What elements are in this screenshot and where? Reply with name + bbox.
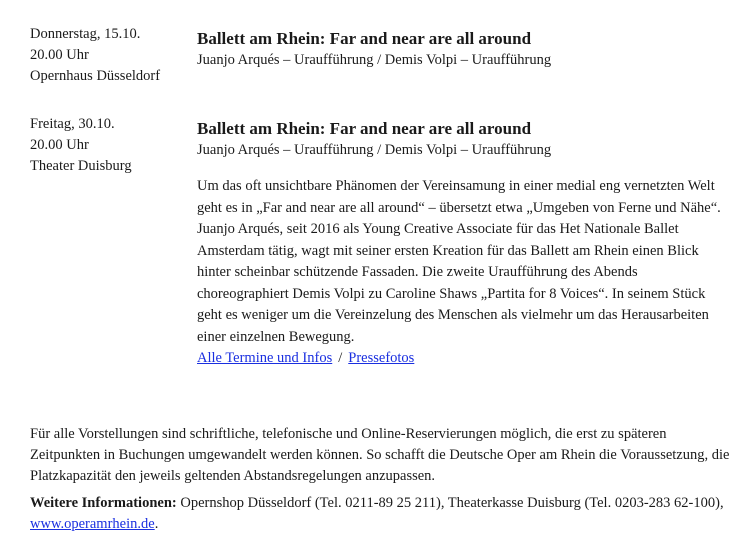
further-info	[30, 493, 730, 535]
event-venue: Theater Duisburg	[30, 158, 132, 174]
event-title: Ballett am Rhein: Far and near are all around	[197, 29, 532, 48]
further-info-label: Weitere Informationen:	[30, 495, 177, 511]
all-dates-link[interactable]: Alle Termine und Infos	[197, 350, 333, 366]
footer-notice	[30, 424, 730, 535]
event-time: 20.00 Uhr	[30, 47, 89, 63]
website-link[interactable]: www.operamrhein.de	[30, 516, 155, 532]
event-meta	[30, 114, 190, 177]
event-meta	[30, 24, 190, 87]
event-subtitle: Juanjo Arqués – Uraufführung / Demis Volpi – Uraufführung	[197, 52, 552, 68]
press-photos-link[interactable]: Pressefotos	[348, 350, 415, 366]
trailing-period: .	[154, 516, 159, 532]
event-date: Freitag, 30.10.	[30, 116, 115, 132]
event-time: 20.00 Uhr	[30, 137, 89, 153]
event-description-text: Um das oft unsichtbare Phänomen der Vereinsamung in einer medial eng vernetzten Welt geht es in „Far and near are all around“ – übersetzt etwa „Umgeben von Ferne und Nähe“. Juanjo Arqués, seit 2016 als Young Creative Associate für das Het Nationale Ballet Amsterdam tätig, wagt mit seiner ersten Kreation für das Ballett am Rhein einen Blick hinter scheinbar schützende Fassaden. Die zweite Uraufführung des Abends choreographiert Demis Volpi zu Caroline Shaws „Partita for 8 Voices“. In seinem Stück geht es weniger um die Vereinzelung des Menschen als vielmehr um das Herausarbeiten einer einzelnen Bewegung.	[197, 178, 721, 345]
further-info-text: Opernshop Düsseldorf (Tel. 0211-89 25 211), Theaterkasse Duisburg (Tel. 0203-283 62-100),	[180, 495, 724, 511]
event-content	[197, 28, 732, 70]
event-venue: Opernhaus Düsseldorf	[30, 68, 161, 84]
event-subtitle: Juanjo Arqués – Uraufführung / Demis Volpi – Uraufführung	[197, 142, 552, 158]
reservation-notice: Für alle Vorstellungen sind schriftliche, telefonische und Online-Reservierungen möglich, die erst zu späteren Zeitpunkten in Buchungen umgewandelt werden können. So schafft die Deutsche Oper am Rhein die Voraussetzung, die Platzkapazität den jeweils geltenden Abstandsregelungen anzupassen.	[30, 426, 730, 484]
event-date: Donnerstag, 15.10.	[30, 26, 141, 42]
link-separator: /	[338, 350, 343, 366]
event-description	[197, 176, 732, 370]
event-title: Ballett am Rhein: Far and near are all around	[197, 119, 532, 138]
event-content	[197, 118, 732, 370]
